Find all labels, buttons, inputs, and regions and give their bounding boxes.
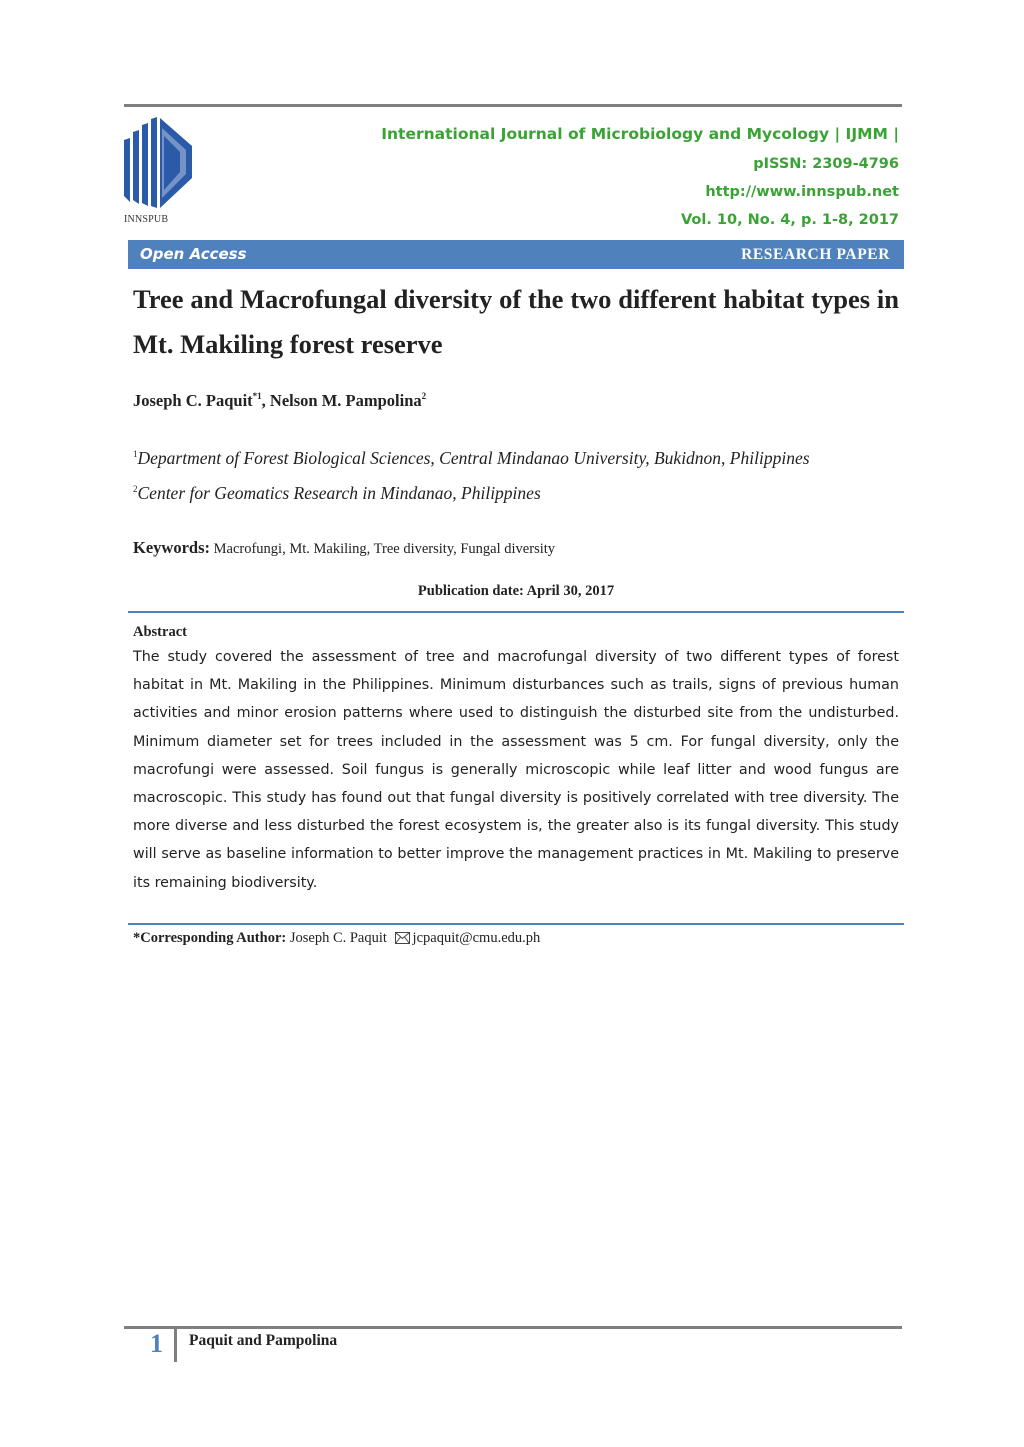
corresponding-label: *Corresponding Author: — [133, 930, 287, 946]
publication-date: Publication date: April 30, 2017 — [417, 583, 615, 599]
abstract-body: The study covered the assessment of tree and macrofungal diversity of two different types of forest habitat in Mt. Makiling in the Philippines. Minimum disturbances such as trails, signs of previous human activities and minor erosion patterns where used to distinguish the disturbed site from the undisturbed. Minimum diameter set for trees included in the assessment was 5 cm. For fungal diversity, only the macrofungi were assessed. Soil fungus is generally microscopic while leaf litter and wood fungus are macroscopic. This study has found out that fungal diversity is positively correlated with tree diversity. The more diverse and less disturbed the forest ecosystem is, the greater also is its fungal diversity. This study will serve as baseline information to better improve the management practices in Mt. Makiling to preserve its remaining biodiversity. — [133, 649, 899, 891]
affiliation — [133, 448, 810, 469]
header-rule — [124, 104, 902, 107]
article-type-label: RESEARCH PAPER — [741, 246, 890, 263]
page-number: 1 — [150, 1329, 163, 1358]
affiliation-text: Center for Geomatics Research in Mindanao, Philippines — [137, 483, 541, 503]
paper-title: Tree and Macrofungal diversity of the two different habitat types in Mt. Makiling forest reserve — [133, 284, 899, 359]
journal-issn: pISSN: 2309-4796 — [753, 156, 899, 172]
corresponding-email[interactable]: jcpaquit@cmu.edu.ph — [412, 930, 541, 946]
journal-url[interactable]: http://www.innspub.net — [705, 184, 899, 200]
author-separator: , — [261, 391, 270, 410]
publisher-name: INNSPUB — [124, 214, 169, 225]
abstract-heading: Abstract — [133, 624, 187, 640]
article-banner — [128, 240, 904, 269]
envelope-icon — [395, 932, 410, 944]
open-access-label: Open Access — [140, 245, 247, 263]
keywords-label: Keywords: — [133, 538, 210, 557]
abstract-top-rule — [128, 611, 904, 613]
keywords — [133, 538, 555, 558]
author-list — [133, 391, 426, 411]
affiliation-text: Department of Forest Biological Sciences, Central Mindanao University, Bukidnon, Philippines — [137, 448, 810, 468]
footer-rule — [124, 1326, 902, 1329]
corresponding-name: Joseph C. Paquit — [289, 930, 387, 946]
abstract-bottom-rule — [128, 923, 904, 925]
affiliation — [133, 483, 541, 504]
journal-title: International Journal of Microbiology and Mycology | IJMM | — [381, 125, 899, 143]
author-mark: *1 — [252, 391, 262, 401]
affiliation-mark: 1 — [133, 449, 138, 459]
corresponding-author — [133, 930, 540, 947]
innspub-logo — [122, 116, 198, 214]
footer-divider — [174, 1328, 177, 1362]
journal-volume: Vol. 10, No. 4, p. 1-8, 2017 — [681, 212, 899, 228]
author-name: Joseph C. Paquit — [133, 391, 253, 410]
author-name: Nelson M. Pampolina — [269, 391, 422, 410]
running-head: Paquit and Pampolina — [189, 1332, 338, 1349]
affiliation-mark: 2 — [133, 484, 138, 494]
author-mark: 2 — [421, 391, 427, 401]
keywords-list: Macrofungi, Mt. Makiling, Tree diversity, Fungal diversity — [213, 541, 556, 557]
